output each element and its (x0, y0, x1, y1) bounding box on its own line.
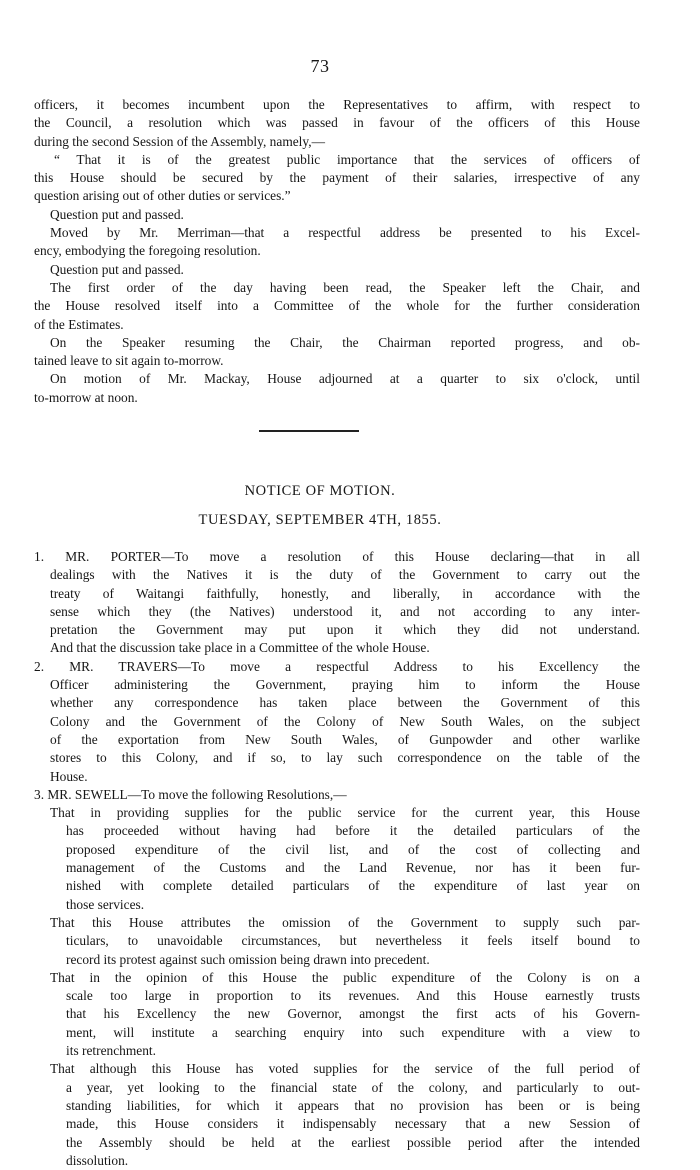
motion-line: dissolution. (66, 1152, 129, 1168)
text-line: tained leave to sit again to-morrow. (34, 353, 224, 369)
text-line: ency, embodying the foregoing resolution. (34, 243, 261, 259)
page-number: 73 (310, 56, 330, 76)
text-line: On the Speaker resuming the Chair, the Chairman reported progress, and ob- (50, 334, 640, 350)
motion-line: House. (50, 768, 88, 784)
motion-line: a year, yet looking to the financial state of the colony, and particularly to out- (66, 1079, 640, 1095)
proceedings-text (34, 96, 640, 407)
motion-line: proposed expenditure of the civil list, and of the cost of collecting and (66, 841, 640, 857)
notice-heading: NOTICE OF MOTION. (244, 483, 396, 499)
text-line: this House should be secured by the payment of their salaries, irrespective of any (34, 170, 640, 186)
motion-line: whether any correspondence has taken place between the Government of this (50, 695, 640, 711)
motion-line: 2. MR. TRAVERS—To move a respectful Address to his Excellency the (34, 658, 640, 674)
text-line: Question put and passed. (50, 206, 184, 222)
motion-line: nished with complete detailed particulars of the expenditure of last year on (66, 878, 640, 894)
motion-line: That this House attributes the omission of the Government to supply such par- (50, 914, 640, 930)
motion-line: the Assembly should be held at the earliest possible period after the intended (66, 1134, 640, 1150)
text-line: Moved by Mr. Merriman—that a respectful address be presented to his Excel- (50, 225, 640, 241)
motion-line: Colony and the Government of the Colony of New South Wales, on the subject (50, 713, 640, 729)
motion-line: management of the Customs and the Land Revenue, nor has it been fur- (66, 860, 640, 876)
text-line: On motion of Mr. Mackay, House adjourned at a quarter to six o'clock, until (50, 371, 640, 387)
motion-line: its retrenchment. (66, 1043, 156, 1059)
motion-line: treaty of Waitangi faithfully, honestly, and liberally, in accordance with the (50, 585, 640, 601)
motion-line: of the exportation from New South Wales, of Gunpowder and other warlike (50, 731, 640, 747)
text-line: the Council, a resolution which was passed in favour of the officers of this House (34, 115, 640, 131)
text-line: The first order of the day having been read, the Speaker left the Chair, and (50, 279, 640, 295)
motion-line: ticulars, to unavoidable circumstances, but nevertheless it feels itself bound to (66, 933, 640, 949)
motion-line: pretation the Government may put upon it which they did not understand. (50, 622, 640, 638)
motion-line: 1. MR. PORTER—To move a resolution of this House declaring—that in all (34, 549, 640, 564)
motion-line: And that the discussion take place in a Committee of the whole House. (50, 640, 430, 656)
text-line: of the Estimates. (34, 316, 124, 332)
motion-line: made, this House considers it indispensably necessary that a new Session of (66, 1116, 640, 1132)
text-line: “ That it is of the greatest public importance that the services of officers of (54, 151, 640, 167)
text-line: officers, it becomes incumbent upon the Representatives to affirm, with respect to (34, 97, 640, 112)
section-divider (259, 430, 359, 432)
motion-line: That in providing supplies for the public service for the current year, this House (50, 805, 640, 821)
motion-line: That in the opinion of this House the public expenditure of the Colony is on a (50, 969, 640, 985)
motion-line: That although this House has voted supplies for the service of the full period of (50, 1061, 640, 1077)
text-line: to-morrow at noon. (34, 389, 138, 405)
motion-line: ment, will institute a searching enquiry into such expenditure with a view to (66, 1024, 640, 1040)
text-line: the House resolved itself into a Committee of the whole for the further consideration (34, 298, 640, 314)
motion-line: that his Excellency the new Governor, amongst the first acts of his Govern- (66, 1006, 640, 1022)
motion-line: 3. MR. SEWELL—To move the following Resolutions,— (34, 786, 347, 802)
text-line: during the second Session of the Assembly, namely,— (34, 133, 325, 149)
motion-line: sense which they (the Natives) understood it, and not according to any inter- (50, 603, 640, 619)
motion-line: record its protest against such omission being drawn into precedent. (66, 951, 430, 967)
text-line: Question put and passed. (50, 261, 184, 277)
motion-line: standing liabilities, for which it appears that no provision has been or is being (66, 1097, 640, 1113)
motions-list (34, 548, 640, 1170)
motion-line: scale too large in proportion to its revenues. And this House earnestly trusts (66, 988, 640, 1004)
motion-line: stores to this Colony, and if so, to lay such correspondence on the table of the (50, 750, 640, 766)
date-heading: TUESDAY, SEPTEMBER 4TH, 1855. (198, 512, 442, 528)
motion-line: has proceeded without having had before it the detailed particulars of the (66, 823, 640, 839)
motion-line: Officer administering the Government, praying him to inform the House (50, 677, 640, 693)
text-line: question arising out of other duties or services.” (34, 188, 291, 204)
motion-line: dealings with the Natives it is the duty of the Government to carry out the (50, 567, 640, 583)
motion-line: those services. (66, 896, 145, 912)
